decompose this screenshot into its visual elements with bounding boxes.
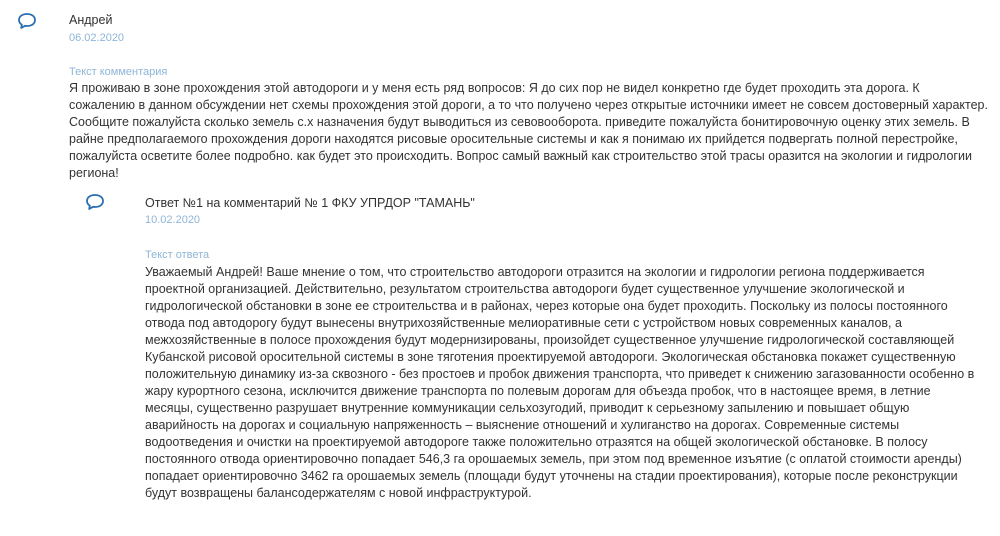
reply-date: 10.02.2020 <box>145 214 201 226</box>
comment-author: Андрей <box>69 13 113 27</box>
reply-author: Ответ №1 на комментарий № 1 ФКУ УПРДОР "ТАМАНЬ" <box>145 196 475 210</box>
comment-date: 06.02.2020 <box>69 32 125 44</box>
comment-text-label: Текст комментария <box>69 66 168 78</box>
reply-text-label: Текст ответа <box>145 249 210 261</box>
chat-bubble-icon <box>17 12 37 30</box>
reply-text: Уважаемый Андрей! Ваше мнение о том, что строительство автодороги отразится на экологии и гидрологии региона поддерживается проектной организацией. Действительно, результатом строительства автодороги будет существенное улучшение экологической и гидрологической обстановки в зоне ее строительства и в районах, через которые она будет проходить. Поскольку из полосы постоянного отвода под автодорогу будут вынесены внутрихозяйственные мелиоративные сети с устройством новых современных каналов, а межхозяйственные в полосе прохождения будут модернизированы, произойдет существенное улучшение гидрологической составляющей Кубанской рисовой оросительной системы в зоне тяготения проектируемой автодороги. Экологическая обстановка покажет существенную положительную динамику из-за сквозного - без простоев и пробок движения транспорта, что приведет к снижению загазованности особенно в жару курортного сезона, исключится движение транспорта по полевым дорогам для объезда пробок, что в настоящее время, в летние месяцы, существенно разрушает внутренние коммуникации сельхозугодий, приводит к серьезному запылению и повышает общую аварийность на дорогах и социальную напряженность – выяснение отношений и хулиганство на дорогах. Современные системы водоотведения и очистки на проектируемой автодороге также положительно отразятся на общей экологической обстановке. В полосу постоянного отвода ориентировочно попадает 546,3 га орошаемых земель, при этом под временное изъятие (с оплатой стоимости аренды) попадает ориентировочно 3462 га орошаемых земель (площади будут уточнены на стадии проектирования), которые после реконструкции будут возвращены балансодержателям с новой инфраструктурой. <box>145 265 975 500</box>
comment-text: Я проживаю в зоне прохождения этой автодороги и у меня есть ряд вопросов: Я до сих пор не видел конкретно где будет проходить эта дорога. К сожалению в данном обсуждении нет схемы прохождения этой дороги, а то что получено через открытые источники имеет не совсем достоверный характер. Сообщите пожалуйста сколько земель с.х назначения будут выводиться из севовооборота. приведите пожалуйста бонитировочную оценку этих земель. В райне предполагаемого прохождения дороги находятся рисовые оросительные системы и как я понимаю их прийдется подвергать полной перестройке, пожалуйста осветите более подробно. как будет это происходить. Вопрос самый важный как строительство этой трасы оразится на экологии и гидрологии региона! <box>69 81 988 180</box>
chat-bubble-icon <box>85 193 105 211</box>
